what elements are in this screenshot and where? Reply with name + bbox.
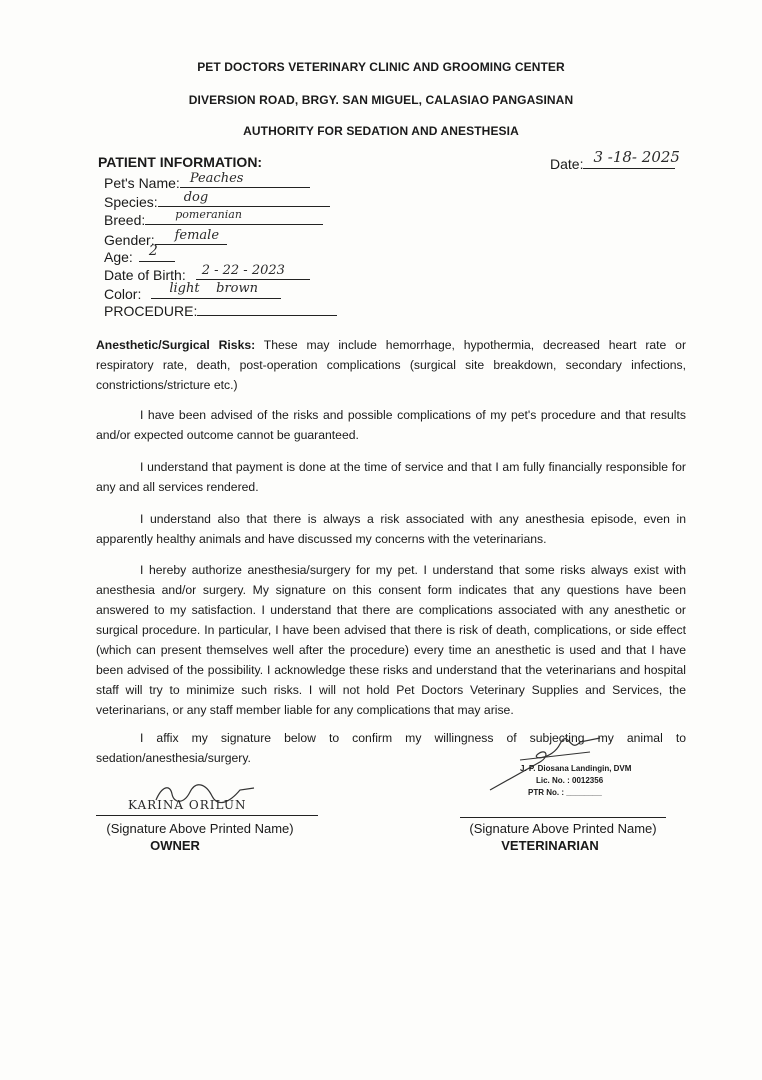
color-field: [104, 281, 281, 302]
gender-value: female: [174, 228, 220, 243]
breed-label: Breed:: [104, 212, 146, 228]
color-value: light brown: [169, 281, 258, 296]
vet-stamp-lic: Lic. No. : 0012356: [536, 776, 604, 785]
owner-role: OWNER: [150, 838, 200, 853]
gender-label: Gender:: [104, 232, 155, 248]
date-value: 3 -18- 2025: [593, 148, 680, 166]
patient-info-title: PATIENT INFORMATION:: [98, 154, 263, 170]
dob-value: 2 - 22 - 2023: [201, 263, 285, 278]
date-field: [550, 148, 680, 172]
owner-printed-name: KARINA ORILUN: [128, 798, 247, 812]
owner-signature-label: (Signature Above Printed Name): [106, 821, 294, 836]
pet-name-label: Pet's Name:: [104, 175, 180, 191]
age-value: 2: [148, 243, 158, 259]
vet-role: VETERINARIAN: [501, 838, 599, 853]
paragraph-5: I affix my signature below to confirm my willingness of subjecting my animal to sedation/anesthesia/surgery.: [96, 731, 686, 765]
dob-label: Date of Birth:: [104, 267, 186, 283]
risks-lead: Anesthetic/Surgical Risks:: [96, 338, 256, 352]
vet-signature-line: [460, 817, 666, 818]
paragraph-1: I have been advised of the risks and possible complications of my pet's procedure and that results and/or expected outcome cannot be guaranteed.: [96, 408, 686, 442]
vet-stamp-ptr: PTR No. : ________: [528, 788, 602, 797]
age-label: Age:: [104, 249, 133, 265]
color-label: Color:: [104, 286, 142, 302]
breed-field: [104, 210, 323, 228]
procedure-field: [104, 301, 337, 319]
procedure-label: PROCEDURE:: [104, 303, 198, 319]
risks-paragraph: [96, 335, 686, 395]
age-field: [104, 243, 175, 265]
clinic-name: PET DOCTORS VETERINARY CLINIC AND GROOMING CENTER: [197, 60, 565, 74]
date-underline: [583, 148, 680, 169]
clinic-address: DIVERSION ROAD, BRGY. SAN MIGUEL, CALASIAO PANGASINAN: [188, 93, 574, 107]
pet-name-field: [104, 173, 310, 191]
breed-value: pomeranian: [175, 208, 242, 221]
paragraph-2: I understand that payment is done at the time of service and that I am fully financially responsible for any and all services rendered.: [96, 460, 686, 494]
gender-field: [104, 230, 227, 248]
date-label: Date:: [550, 156, 584, 172]
vet-signature-label: (Signature Above Printed Name): [469, 821, 657, 836]
pet-name-value: Peaches: [189, 171, 244, 186]
paragraph-3: I understand also that there is always a risk associated with any anesthesia episode, even in apparently healthy animals and have discussed my concerns with the veterinarians.: [96, 512, 686, 546]
species-label: Species:: [104, 194, 158, 210]
species-value: dog: [183, 190, 209, 205]
risks-text: These may include hemorrhage, hypothermia, decreased heart rate or respiratory rate, death, post-operation complications (surgical site breakdown, secondary infections, constrictions/stricture etc.): [96, 338, 686, 392]
form-title: AUTHORITY FOR SEDATION AND ANESTHESIA: [243, 124, 519, 138]
vet-stamp-name: J. P. Diosana Landingin, DVM: [520, 764, 632, 773]
owner-signature-line: [96, 815, 318, 816]
paragraph-4: I hereby authorize anesthesia/surgery for my pet. I understand that some risks always exist with anesthesia and/or surgery. My signature on this consent form indicates that any questions have been answered to my satisfaction. I understand that there are complications associated with any anesthetic or surgical procedure. In particular, I have been advised that there is risk of death, complications, or side effect (which can present themselves well after the procedure) every time an anesthetic is used and that I have been advised of the possibility. I acknowledge these risks and understand that the veterinarians and hospital staff will try to minimize such risks. I will not hold Pet Doctors Veterinary Supplies and Services, the veterinarians, or any staff member liable for any complications that may arise.: [96, 563, 686, 717]
